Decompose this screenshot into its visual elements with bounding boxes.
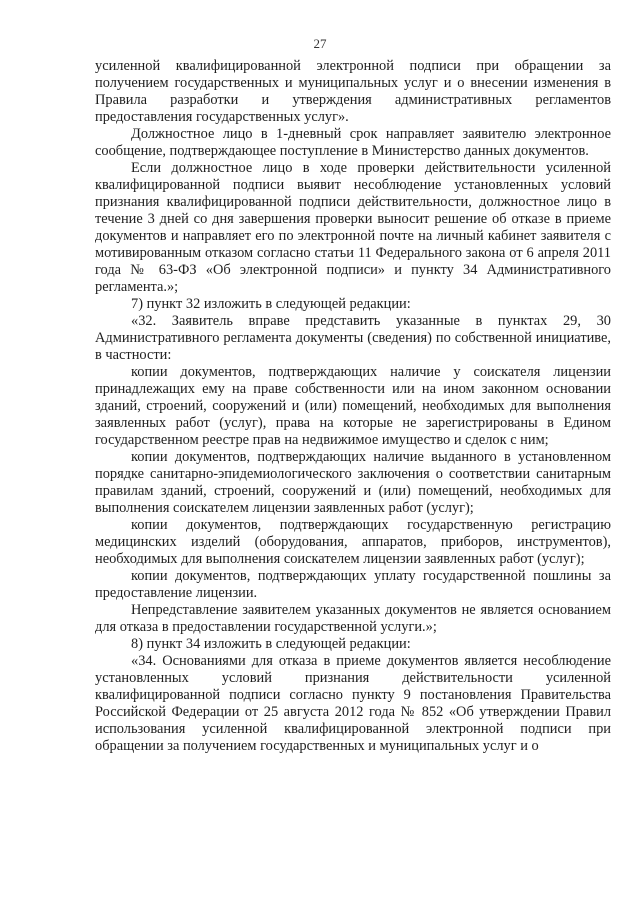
- list-item-device-registration: копии документов, подтверждающих государственную регистрацию медицинских изделий (оборудования, аппаратов, приборов, инструментов), необходимых для выполнения соискателем лицензии заявленных работ (услуг);: [95, 517, 611, 567]
- page-number: 27: [313, 36, 327, 51]
- paragraph-non-submission: Непредставление заявителем указанных документов не является основанием для отказа в предоставлении государственной услуги.»;: [95, 602, 611, 635]
- document-body: [95, 58, 611, 755]
- list-item-ownership-docs: копии документов, подтверждающих наличие у соискателя лицензии принадлежащих ему на праве собственности или на ином законном основании зданий, строений, сооружений и (или) помещений, необходимых для выполнения заявленных работ (услуг), права на которые не зарегистрированы в Едином государственном реестре прав на недвижимое имущество и сделок с ним;: [95, 364, 611, 448]
- paragraph-item-7: 7) пункт 32 изложить в следующей редакции:: [131, 296, 411, 312]
- paragraph-notification: Должностное лицо в 1-дневный срок направляет заявителю электронное сообщение, подтверждающее поступление в Министерство данных документов.: [95, 126, 611, 159]
- paragraph-signature-check: Если должностное лицо в ходе проверки действительности усиленной квалифицированной подписи выявит несоблюдение установленных условий признания квалифицированной подписи действительности, должностное лицо в течение 3 дней со дня завершения проверки выносит решение об отказе в приеме документов и направляет его по электронной почте на личный кабинет заявителя с мотивированным отказом согласно статьи 11 Федерального закона от 6 апреля 2011 года № 63-ФЗ «Об электронной подписи» и пункту 34 Административного регламента.»;: [95, 160, 611, 295]
- list-item-state-fee: копии документов, подтверждающих уплату государственной пошлины за предоставление лицензии.: [95, 568, 611, 601]
- paragraph-clause-34: «34. Основаниями для отказа в приеме документов является несоблюдение установленных условий признания действительности усиленной квалифицированной подписи согласно пункту 9 постановления Правительства Российской Федерации от 25 августа 2012 года № 852 «Об утверждении Правил использования усиленной квалифицированной электронной подписи при обращении за получением государственных и муниципальных услуг и о: [95, 653, 611, 754]
- list-item-sanitary-conclusion: копии документов, подтверждающих наличие выданного в установленном порядке санитарно-эпидемиологического заключения о соответствии санитарным правилам зданий, строений, сооружений и (или) помещений, необходимых для выполнения соискателем лицензии заявленных работ (услуг);: [95, 449, 611, 516]
- paragraph-continuation: усиленной квалифицированной электронной подписи при обращении за получением государственных и муниципальных услуг и о внесении изменения в Правила разработки и утверждения административных регламентов предоставления государственных услуг».: [95, 58, 611, 125]
- paragraph-item-8: 8) пункт 34 изложить в следующей редакции:: [131, 636, 411, 652]
- paragraph-clause-32: «32. Заявитель вправе представить указанные в пунктах 29, 30 Административного регламента документы (сведения) по собственной инициативе, в частности:: [95, 313, 611, 363]
